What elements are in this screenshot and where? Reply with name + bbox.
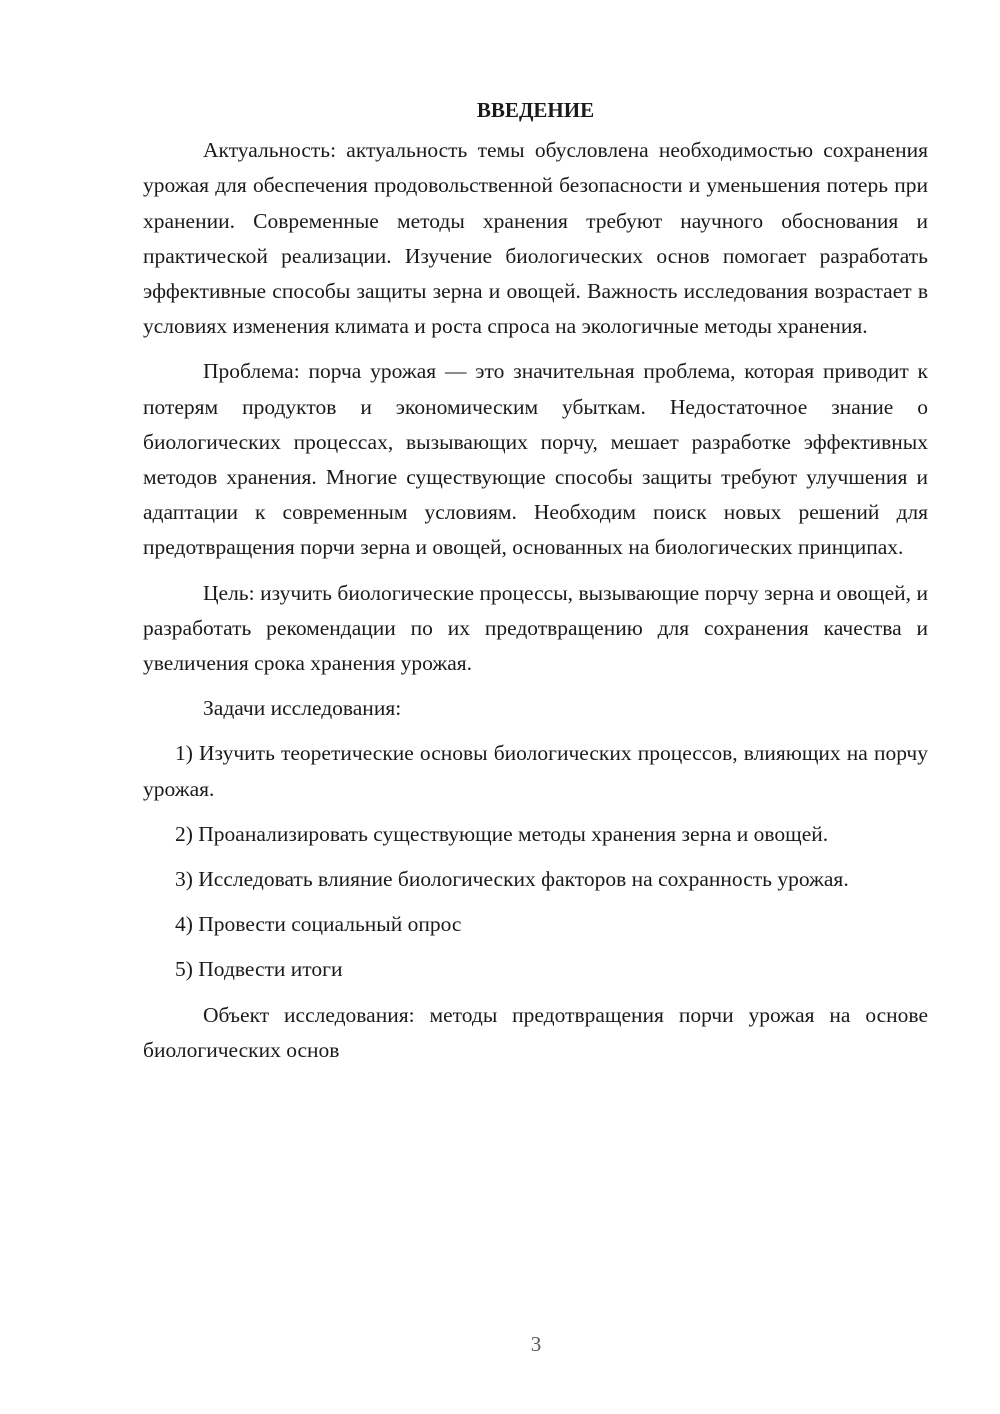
task-item: 2) Проанализировать существующие методы хранения зерна и овощей.: [175, 821, 829, 846]
task-item: 4) Провести социальный опрос: [175, 912, 462, 937]
task-item: 1) Изучить теоретические основы биологических процессов, влияющих на порчу урожая.: [143, 741, 928, 801]
relevance-paragraph: Актуальность: актуальность темы обусловлена необходимостью сохранения урожая для обеспечения продовольственной безопасности и уменьшения потерь при хранении. Современные методы хранения требуют научного обоснования и практической реализации. Изучение биологических основ помогает разработать эффективные способы защиты зерна и овощей. Важность исследования возрастает в условиях изменения климата и роста спроса на экологичные методы хранения.: [143, 138, 928, 339]
section-title: ВВЕДЕНИЕ: [476, 98, 595, 122]
object-paragraph: Объект исследования: методы предотвращения порчи урожая на основе биологических основ: [143, 1002, 928, 1062]
document-page: [143, 93, 928, 1078]
problem-paragraph: Проблема: порча урожая — это значительная проблема, которая приводит к потерям продуктов и экономическим убыткам. Недостаточное знание о биологических процессах, вызывающих порчу, мешает разработке эффективных методов хранения. Многие существующие способы защиты требуют улучшения и адаптации к современным условиям. Необходим поиск новых решений для предотвращения порчи зерна и овощей, основанных на биологических принципах.: [143, 359, 928, 560]
task-item: 5) Подвести итоги: [175, 957, 343, 982]
task-item: 3) Исследовать влияние биологических факторов на сохранность урожая.: [175, 867, 849, 892]
tasks-title: Задачи исследования:: [203, 696, 402, 721]
goal-paragraph: Цель: изучить биологические процессы, вызывающие порчу зерна и овощей, и разработать рекомендации по их предотвращению для сохранения качества и увеличения срока хранения урожая.: [143, 580, 928, 676]
page-number: 3: [530, 1332, 542, 1356]
